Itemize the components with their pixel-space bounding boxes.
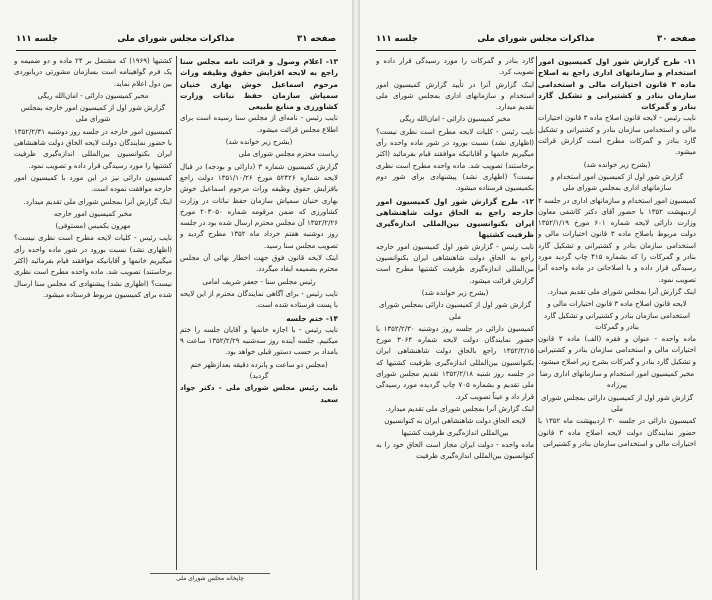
page-header xyxy=(376,34,696,48)
paragraph: اینک گزارش آنرا بمجلس شورای ملی تقدیم میدارد. xyxy=(385,404,534,413)
paragraph: مخبر کمیسیون امور استخدام و سازمانهای اداری رضا پیرزاده xyxy=(539,370,695,390)
header-rule xyxy=(16,50,336,51)
section-heading: ۱۴- ختم جلسه xyxy=(286,313,338,323)
paragraph: نایب رئیس - گزارش شور اول کمیسیون امور خارجه راجع به الحاق دولت شاهنشاهی ایران بکنوانسیون بین‌المللی اندازه‌گیری ظرفیت کشتیها مطرح است گزارش قرائت میشود. xyxy=(376,242,534,285)
right-page xyxy=(360,0,712,600)
paragraph: مخبر کمیسیون دارائی - امان‌الله ریگی xyxy=(399,115,511,124)
paragraph: (مجلس دو ساعت و پانزده دقیقه بعدازظهر ختم گردید) xyxy=(190,360,328,381)
paragraph: مخبر کمیسیون امور خارجه xyxy=(53,209,133,218)
text-column-left xyxy=(14,56,172,570)
paragraph: نایب رئیس - نامه‌ای از مجلس سنا رسیده است برای اطلاع مجلس قرائت میشود. xyxy=(180,114,338,134)
column-divider xyxy=(536,56,537,570)
publication-title: مذاکرات مجلس شورای ملی xyxy=(477,34,595,44)
text-column-right xyxy=(180,56,338,570)
paragraph: اینک گزارش آنرا در تأیید گزارش کمیسیون امور استخدام و سازمانهای اداری بمجلس شورای ملی تقدیم میدارد. xyxy=(376,80,534,112)
paragraph: نایب رئیس مجلس شورای ملی - دکتر جواد سعید xyxy=(180,384,338,404)
paragraph: لایحه الحاق دولت شاهنشاهی ایران به کنوانسیون بین‌المللی اندازه‌گیری ظرفیت کشتیها xyxy=(384,417,526,437)
page-header xyxy=(16,34,336,48)
text-column-right xyxy=(538,56,696,570)
session-number: جلسه ۱۱۱ xyxy=(16,34,58,44)
printer-footer: چاپخانه مجلس شورای ملی xyxy=(150,573,270,582)
section-heading: ۱۳- اعلام وصول و قرائت نامه مجلس سنا راجع به لایحه افزایش حقوق وظیفه وراث مرحوم اسماعیل خوش بهاری خنیان سمپاش سازمان حفظ نباتات وزارت کشاورزی و منابع طبیعی xyxy=(180,57,338,112)
paragraph: کمیسیون امور استخدام و سازمانهای اداری در جلسه ۲ اردیبهشت ۱۳۵۲ با حضور آقای دکتر کاشفی معاون وزارت دارائی لایحه شماره ۶۰۱ مورخ ۱۳۵۲/۱/۱۹ دولت مربوط باصلاح ماده ۳ قانون اختیارات مالی و استخدامی سازمان بنادر و کشتیرانی و تشکیل گارد بنادر و گمرکات را که بشماره ۴۱۵ چاپ گردید مورد رسیدگی قرار داده و با اصلاحاتی در ماده واحده آنرا تصویب نمود. xyxy=(538,196,696,284)
paragraph: گزارش کمیسیون شماره ۳ (دارائی و بودجه) در قبال لایحه شماره ۵۲۴۲۶ مورخ ۱۳۵۱/۱۰/۲۶ دولت راجع بافزایش حقوق وظیفه وراث مرحوم اسماعیل خوش بهاری خنیان سمپاش سازمان حفظ نباتات در وزارت کشاورزی که ضمن مرقومه شماره ۲۰۳۰۵۰ مورخ ۱۳۵۲/۲/۲۶ آن مجلس محترم ارسال شده بود در جلسه روز دوشنبه هفتم خرداد ماه ۱۳۵۲ مطرح گردید و تصویب مجلس سنا رسید. xyxy=(180,162,338,250)
paragraph: مخبر کمیسیون دارائی - امان‌الله ریگی xyxy=(37,91,149,100)
book-gutter xyxy=(352,0,360,600)
paragraph: اینک گزارش آنرا بمجلس شورای ملی تقدیم میدارد. xyxy=(23,197,172,206)
paragraph: نایب رئیس - کلیات لایحه مطرح است نظری نیست؟ (اظهاری نشد) نسبت بورود در شور ماده واحده رأی میگیریم خانمها و آقایانیکه موافقند قیام بفرمائید (اکثر برخاستند) تصویب شد. ماده واحده مطرح است نظری نیست؟ (اظهاری نشد) پیشنهادی برای شور دوم بکمیسیون فرستاده میشود. xyxy=(376,127,534,193)
paragraph: ماده واحده - دولت ایران مجاز است الحاق خود را به کنوانسیون بین‌المللی اندازه‌گیری ظرفیت xyxy=(376,440,534,461)
paragraph: (بشرح زیر خوانده شد) xyxy=(583,160,651,169)
paragraph: اینک گزارش آنرا بمجلس شورای ملی تقدیم میدارد. xyxy=(547,287,696,296)
paragraph: گزارش شور اول از کمیسیون دارائی بمجلس شورای ملی xyxy=(540,393,694,413)
section-heading: ۱۱- طرح گزارش شور اول کمیسیون امور استخدام و سازمانهای اداری راجع به اصلاح ماده ۳ قانون اختیارات مالی و استخدامی سازمان بنادر و کشتیرانی و تشکیل گارد بنادر و گمرکات xyxy=(538,57,696,112)
paragraph: نایب رئیس - کلیات لایحه مطرح است نظری نیست؟ (اظهاری نشد) نسبت بورود در شور ماده واحده رأی میگیریم خانمها و آقایانیکه موافقند قیام بفرمائید (اکثر برخاستند) تصویب شد. ماده واحده مطرح است نظری نیست؟ (اظهاری نشد) پیشنهادی که مجلس سنا ارسال شده برای کمیسیون مربوط فرستاده میشود. xyxy=(14,234,172,299)
paragraph: رئیس مجلس سنا - جعفر شریف امامی xyxy=(202,277,316,286)
session-number: جلسه ۱۱۱ xyxy=(376,34,418,44)
paragraph: ریاست محترم مجلس شورای ملی xyxy=(238,150,338,159)
paragraph: کمیسیون دارائی در جلسه ۳۰ اردیبهشت ماه ۱۳۵۲ با حضور نمایندگان دولت لایحه اصلاح ماده ۳ قانون اختیارات مالی و استخدامی سازمان بنادر و کشتیرانی xyxy=(538,417,696,448)
paragraph: کمیسیون دارائی در جلسه روز دوشنبه ۱۳۵۲/۲/۳۰ با حضور نمایندگان دولت لایحه شماره ۳۰۶۴ مورخ ۱۳۵۲/۲/۱۵ راجع بالحاق دولت شاهنشاهی ایران بکنوانسیون بین‌المللی اندازه‌گیری ظرفیت کشتیها که در جلسه روز شنبه ۱۳۵۲/۲/۱۸ تقدیم مجلس شورای ملی تقدیم و بشماره ۷۰۵ چاپ گردیده مورد رسیدگی قرار داد و عیناً تصویب کرد. xyxy=(376,324,534,401)
paragraph: (بشرح زیر خوانده شد) xyxy=(421,288,489,297)
paragraph: نایب رئیس - با اجازه خانمها و آقایان جلسه را ختم میکنیم. جلسه آینده روز سه‌شنبه ۱۳۵۲/۲/۲۹ ساعت ۹ بامداد بر حسب دستور قبلی خواهد بود. xyxy=(180,325,338,357)
left-page xyxy=(0,0,352,600)
paragraph: گزارش شور اول از کمیسیون امور استخدام و سازمانهای اداری بمجلس شورای ملی xyxy=(550,172,684,193)
paragraph: نایب رئیس - لایحه قانون اصلاح ماده ۳ قانون اختیارات مالی و استخدامی سازمان بنادر و کشتیرانی و تشکیل گارد بنادر و گمرکات مطرح است گزارش قرائت میشود. xyxy=(538,114,696,157)
paragraph: کمیسیون دارائی نیز در این مورد با کمیسیون امور خارجه موافقت نموده است. xyxy=(14,173,172,194)
page-number: صفحه ۳۰ xyxy=(657,34,696,44)
paragraph: کمیسیون امور خارجه در جلسه روز دوشنبه ۱۳۵۲/۲/۳۱ با حضور نمایندگان دولت لایحه الحاق دولت شاهنشاهی ایران بکنوانسیون بین‌المللی اندازه‌گیری ظرفیت کشتیها را مورد رسیدگی قرار داده و تصویب نمود. xyxy=(14,127,172,170)
page-number: صفحه ۳۱ xyxy=(297,34,336,44)
paragraph: کشتیها (۱۹۶۹) که مشتمل بر ۲۴ ماده و دو ضمیمه و یک فرم گواهینامه است بسازمان مشورتی دریانوردی بین دول اعلام نماید. xyxy=(14,57,172,88)
section-heading: ۱۲- طرح گزارش شور اول کمیسیون امور خارجه راجع به الحاق دولت شاهنشاهی ایران بکنوانسیون بین‌المللی اندازه‌گیری ظرفیت کشتیها xyxy=(376,196,534,240)
paragraph: نایب رئیس - برای آگاهی نمایندگان محترم از این لایحه با پست فرستاده شده است. xyxy=(180,289,338,310)
paragraph: مهرون بکمیس (مستوفی) xyxy=(55,222,131,231)
paragraph: گزارش شور اول از کمیسیون امور خارجه بمجلس شورای ملی xyxy=(20,104,166,124)
text-column-left xyxy=(376,56,534,570)
paragraph: گزارش شور اول از کمیسیون دارائی بمجلس شورای ملی xyxy=(378,301,532,321)
paragraph: لایحه قانون اصلاح ماده ۳ قانون اختیارات مالی و استخدامی سازمان بنادر و کشتیرانی و تشکیل گارد بنادر و گمرکات xyxy=(544,300,690,331)
paragraph: اینک لایحه قانون فوق جهت اخطار نهائی آن مجلس محترم بضمیمه ایفاد میگردد. xyxy=(180,254,338,274)
header-rule xyxy=(376,50,696,51)
column-divider xyxy=(176,56,177,570)
paragraph: ماده واحده - عنوان و فقره (الف) ماده ۳ قانون اختیارات مالی و استخدامی سازمان بنادر و کشتیرانی و تشکیل گارد بنادر و گمرکات بشرح زیر اصلاح میشود. xyxy=(538,335,696,366)
paragraph: گارد بنادر و گمرکات را مورد رسیدگی قرار داده و تصویب کرد. xyxy=(376,57,534,77)
paragraph: (بشرح زیر خوانده شد) xyxy=(225,138,293,147)
publication-title: مذاکرات مجلس شورای ملی xyxy=(117,34,235,44)
